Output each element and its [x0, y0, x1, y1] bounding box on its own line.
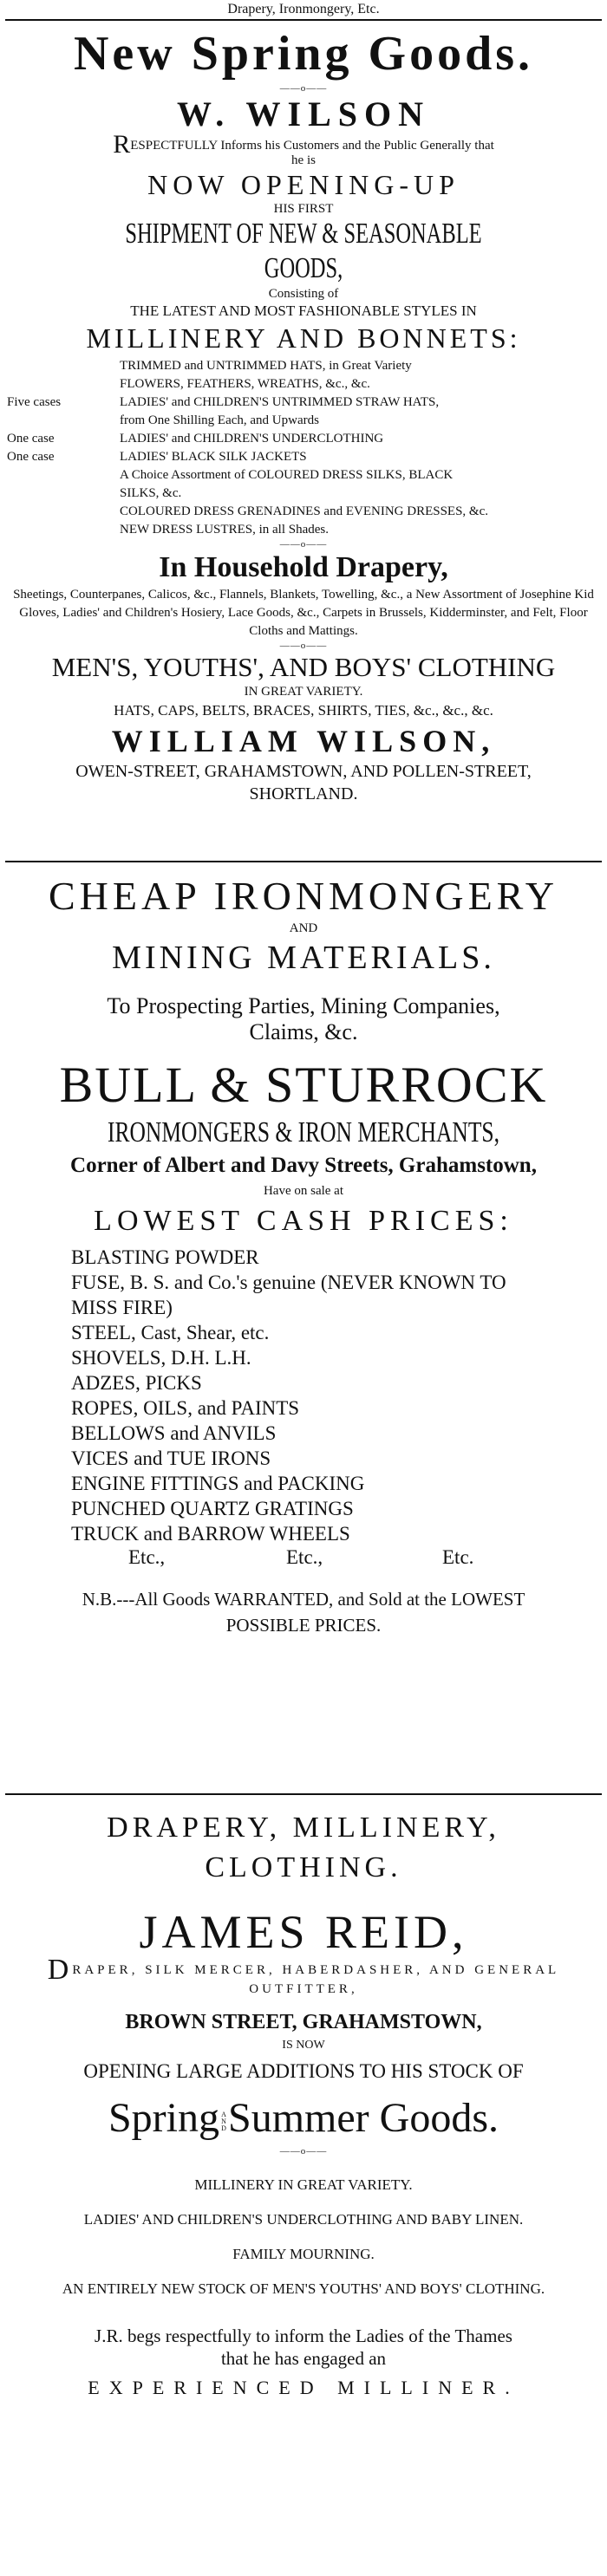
hardware-list-item: PUNCHED QUARTZ GRATINGS — [71, 1498, 354, 1519]
corner-address: Corner of Albert and Davy Streets, Grahamstown, — [70, 1154, 537, 1177]
hardware-list-item: ROPES, OILS, and PAINTS — [71, 1397, 300, 1419]
item-text: LADIES' BLACK SILK JACKETS — [120, 450, 307, 464]
is-now: IS NOW — [282, 2039, 325, 2052]
etc-row — [0, 1546, 607, 1574]
hardware-list-item: VICES and TUE IRONS — [71, 1447, 271, 1469]
family-mourning: FAMILY MOURNING. — [232, 2246, 375, 2262]
new-spring-goods-headline: New Spring Goods. — [73, 27, 534, 81]
item-text: LADIES' and CHILDREN'S UNDERCLOTHING — [120, 432, 384, 446]
james-reid-ad — [0, 1803, 607, 2401]
wilson-list-item — [0, 448, 607, 466]
wilson-list-item — [0, 521, 607, 539]
drop-capital-r: R — [113, 130, 131, 159]
wilson-name: W. WILSON — [176, 94, 431, 133]
nb-warranted: N.B.---All Goods WARRANTED, and Sold at the LOWEST POSSIBLE PRICES. — [82, 1589, 525, 1636]
drapery-heading: DRAPERY, MILLINERY, CLOTHING. — [107, 1812, 500, 1883]
wilson-list-item — [0, 412, 607, 430]
wilson-list-item — [0, 485, 607, 503]
drop-capital-d: D — [47, 1954, 73, 1986]
header-rule — [5, 19, 602, 21]
hardware-list-item: MISS FIRE) — [71, 1297, 173, 1318]
hardware-list-item: FUSE, B. S. and Co.'s genuine (NEVER KNOWN TO — [71, 1272, 506, 1293]
hardware-list-item: STEEL, Cast, Shear, etc. — [71, 1322, 270, 1343]
his-first: HIS FIRST — [273, 202, 334, 216]
etc-3: Etc. — [442, 1546, 474, 1568]
opening-additions: OPENING LARGE ADDITIONS TO HIS STOCK OF — [83, 2060, 524, 2082]
ornament-divider: ——o—— — [279, 2146, 328, 2156]
mining-materials: MINING MATERIALS. — [112, 940, 495, 976]
draper-paragraph: DRAPER, SILK MERCER, HABERDASHER, AND GENERAL OUTFITTER, — [47, 1954, 560, 1996]
running-title: Drapery, Ironmongery, Etc. — [227, 2, 380, 16]
hats-line: HATS, CAPS, BELTS, BRACES, SHIRTS, TIES, &c., &c., &c. — [114, 702, 493, 719]
millinery-variety: MILLINERY IN GREAT VARIETY. — [194, 2176, 413, 2193]
begs-paragraph: J.R. begs respectfully to inform the Ladies of the Thames that he has engaged an — [95, 2326, 512, 2369]
james-reid-name: JAMES REID, — [139, 1906, 468, 1958]
brown-street: BROWN STREET, GRAHAMSTOWN, — [125, 2011, 482, 2033]
shipment-heading: SHIPMENT OF NEW & SEASONABLE GOODS, — [125, 218, 482, 284]
item-text: FLOWERS, FEATHERS, WREATHS, &c., &c. — [120, 377, 370, 391]
new-stock-line: AN ENTIRELY NEW STOCK OF MEN'S YOUTHS' AND BOYS' CLOTHING. — [62, 2280, 545, 2297]
wilson-list-item — [0, 357, 607, 375]
wilson-address-town: SHORTLAND. — [249, 784, 358, 803]
section-rule — [5, 1793, 602, 1795]
wilson-item-list — [0, 357, 607, 539]
wilson-list-item — [0, 503, 607, 521]
millinery-heading: MILLINERY AND BONNETS: — [86, 322, 521, 354]
wilson-address: OWEN-STREET, GRAHAMSTOWN, AND POLLEN-STREET, — [75, 762, 532, 781]
running-header — [0, 2, 607, 17]
cheap-ironmongery-headline: CHEAP IRONMONGERY — [48, 874, 559, 918]
item-text: SILKS, &c. — [120, 486, 182, 500]
wilson-list-item — [0, 375, 607, 394]
and-word: AND — [289, 921, 318, 935]
household-text: Sheetings, Counterpanes, Calicos, &c., Flannels, Blankets, Towelling, &c., a New Assortment of Josephine Kid Gloves, Ladies' and Children's Hosiery, Lace Goods, &c., Carpets in Brussels, Kidderminster, and Felt, Floor Cloths and Mattings. — [13, 588, 594, 638]
item-text: from One Shilling Each, and Upwards — [120, 413, 319, 427]
ornament-divider: ——o—— — [279, 83, 328, 94]
spring-summer-goods: Spring ANDSummer Goods. — [108, 2095, 499, 2141]
prospecting-text: To Prospecting Parties, Mining Companies, Claims, &c. — [107, 993, 500, 1044]
hardware-list-item: TRUCK and BARROW WHEELS — [71, 1523, 350, 1545]
hardware-list-item: ADZES, PICKS — [71, 1372, 202, 1394]
ornament-divider: ——o—— — [279, 641, 328, 651]
item-prefix: One case — [7, 432, 55, 446]
latest-styles: THE LATEST AND MOST FASHIONABLE STYLES IN — [130, 302, 477, 319]
section-rule — [5, 861, 602, 862]
etc-2: Etc., — [286, 1546, 323, 1568]
item-prefix: Five cases — [7, 395, 62, 409]
household-heading: In Household Drapery, — [159, 551, 448, 583]
now-opening-up: NOW OPENING-UP — [147, 169, 460, 200]
hardware-list-item: ENGINE FITTINGS and PACKING — [71, 1473, 365, 1494]
respectfully-paragraph: RESPECTFULLY Informs his Customers and the Public Generally that he is — [113, 130, 494, 167]
hardware-list-item: BLASTING POWDER — [71, 1246, 259, 1268]
clothing-heading: MEN'S, YOUTHS', AND BOYS' CLOTHING — [51, 652, 556, 682]
wilson-list-item — [0, 430, 607, 448]
wilson-list-item — [0, 394, 607, 412]
hardware-list — [0, 1245, 607, 1546]
ornament-divider: ——o—— — [279, 539, 328, 550]
item-text: A Choice Assortment of COLOURED DRESS SILKS, BLACK — [120, 468, 454, 482]
bull-sturrock-name: BULL & STURROCK — [59, 1057, 548, 1113]
in-great-variety: IN GREAT VARIETY. — [244, 685, 363, 699]
lowest-cash-prices: LOWEST CASH PRICES: — [94, 1205, 513, 1237]
wilson-ad — [0, 26, 607, 805]
item-text: COLOURED DRESS GRENADINES and EVENING DRESSES, &c. — [120, 504, 489, 518]
have-on-sale: Have on sale at — [263, 1184, 344, 1198]
etc-1: Etc., — [128, 1546, 166, 1568]
ironmongers-line: IRONMONGERS & IRON MERCHANTS, — [108, 1116, 499, 1148]
item-text: LADIES' and CHILDREN'S UNTRIMMED STRAW HATS, — [120, 395, 440, 409]
william-wilson-signature: WILLIAM WILSON, — [111, 724, 496, 758]
bull-sturrock-ad — [0, 872, 607, 1638]
wilson-list-item — [0, 466, 607, 485]
item-text: TRIMMED and UNTRIMMED HATS, in Great Variety — [120, 359, 412, 373]
experienced-milliner: EXPERIENCED MILLINER. — [88, 2377, 519, 2398]
and-vertical: AND — [221, 2110, 226, 2132]
hardware-list-item: SHOVELS, D.H. L.H. — [71, 1347, 251, 1369]
item-prefix: One case — [7, 450, 55, 464]
item-text: NEW DRESS LUSTRES, in all Shades. — [120, 523, 329, 537]
underclothing-line: LADIES' AND CHILDREN'S UNDERCLOTHING AND BABY LINEN. — [83, 2211, 524, 2228]
consisting-of: Consisting of — [268, 287, 339, 301]
hardware-list-item: BELLOWS and ANVILS — [71, 1422, 277, 1444]
